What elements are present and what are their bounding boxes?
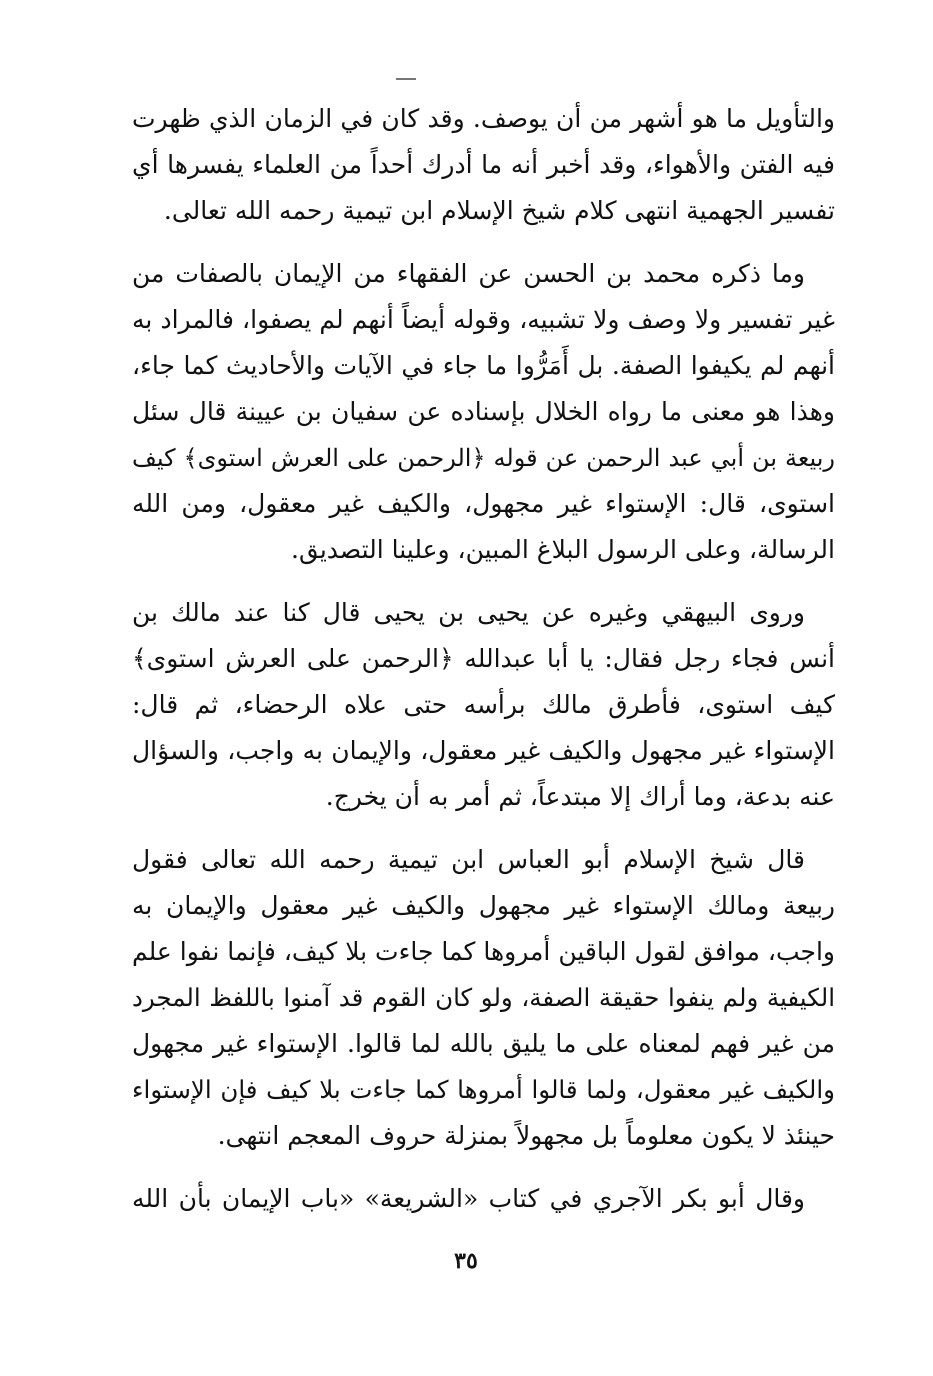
text-line: فيه الفتن والأهواء، وقد أخبر أنه ما أدرك أحداً من العلماء يفسرها أي	[132, 150, 835, 179]
page-top-mark	[396, 78, 416, 80]
paragraph-4	[132, 837, 835, 1159]
paragraph-5	[132, 1176, 835, 1222]
paragraph-1	[132, 96, 835, 234]
text-line: وهذا هو معنى ما رواه الخلال بإسناده عن سفيان بن عيينة قال سئل	[132, 397, 835, 426]
text-line: الرسالة، وعلى الرسول البلاغ المبين، وعلينا التصديق.	[291, 535, 835, 564]
text-line: كيف استوى، فأطرق مالك برأسه حتى علاه الرحضاء، ثم قال:	[132, 690, 835, 719]
text-line: أنس فجاء رجل فقال: يا أبا عبدالله ﴿الرحمن على العرش استوى﴾	[132, 644, 835, 673]
text-line: أنهم لم يكيفوا الصفة. بل أَمَرُّوا ما جاء في الآيات والأحاديث كما جاء،	[132, 351, 835, 380]
text-line: وروى البيهقي وغيره عن يحيى بن يحيى قال كنا عند مالك بن	[132, 598, 805, 627]
text-line: استوى، قال: الإستواء غير مجهول، والكيف غير معقول، ومن الله	[132, 489, 835, 518]
text-line: واجب، موافق لقول الباقين أمروها كما جاءت بلا كيف، فإنما نفوا علم	[132, 937, 835, 966]
text-line: غير تفسير ولا وصف ولا تشبيه، وقوله أيضاً أنهم لم يصفوا، فالمراد به	[132, 305, 835, 334]
text-line: والتأويل ما هو أشهر من أن يوصف. وقد كان في الزمان الذي ظهرت	[132, 104, 835, 133]
page-number: ٣٥	[454, 1248, 478, 1274]
text-line: ربيعة ومالك الإستواء غير مجهول والكيف غير معقول والإيمان به	[132, 891, 835, 920]
text-line: الإستواء غير مجهول والكيف غير معقول، والإيمان به واجب، والسؤال	[132, 736, 835, 765]
text-line: الكيفية ولم ينفوا حقيقة الصفة، ولو كان القوم قد آمنوا باللفظ المجرد	[132, 983, 835, 1012]
text-line: تفسير الجهمية انتهى كلام شيخ الإسلام ابن تيمية رحمه الله تعالى.	[163, 196, 835, 225]
paragraph-3	[132, 590, 835, 820]
text-line: وقال أبو بكر الآجري في كتاب «الشريعة» «باب الإيمان بأن الله	[132, 1184, 805, 1213]
text-line: من غير فهم لمعناه على ما يليق بالله لما قالوا. الإستواء غير مجهول	[132, 1029, 835, 1058]
text-line: قال شيخ الإسلام أبو العباس ابن تيمية رحمه الله تعالى فقول	[132, 845, 805, 874]
text-line: والكيف غير معقول، ولما قالوا أمروها كما جاءت بلا كيف فإن الإستواء	[132, 1075, 835, 1104]
text-line: حينئذ لا يكون معلوماً بل مجهولاً بمنزلة حروف المعجم انتهى.	[217, 1121, 835, 1150]
body-text	[132, 96, 835, 1239]
text-line: وما ذكره محمد بن الحسن عن الفقهاء من الإيمان بالصفات من	[132, 259, 805, 288]
text-line: عنه بدعة، وما أراك إلا مبتدعاً، ثم أمر به أن يخرج.	[325, 782, 835, 811]
text-line: ربيعة بن أبي عبد الرحمن عن قوله ﴿الرحمن على العرش استوى﴾ كيف	[132, 444, 835, 472]
paragraph-2	[132, 251, 835, 573]
